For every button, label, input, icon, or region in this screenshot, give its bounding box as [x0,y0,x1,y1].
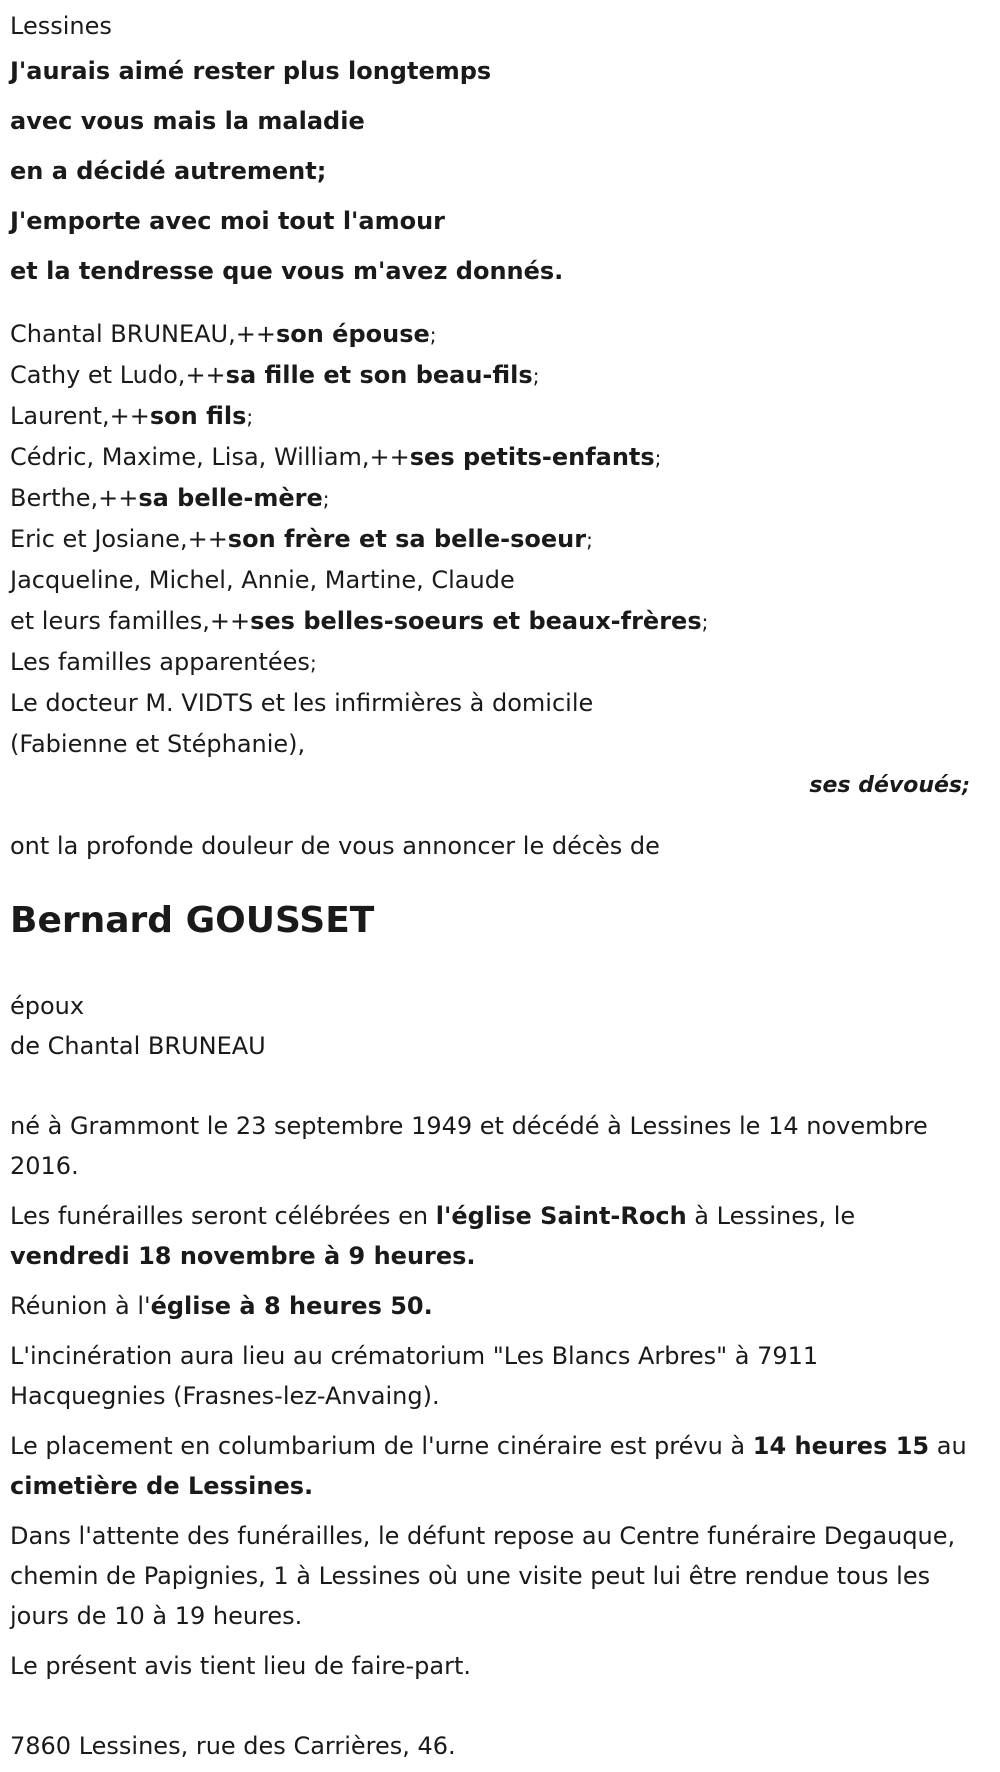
cremation-text: L'incinération aura lieu au crématorium "Les Blancs Arbres" à 7911 Hacquegnies (Frasnes-lez-Anvaing). [10,1342,819,1410]
family-line: Laurent,++son fils; [10,402,254,430]
family-line: Chantal BRUNEAU,++son épouse; [10,320,437,348]
family-line: Le docteur M. VIDTS et les infirmières à domicile [10,689,594,717]
announcement: ont la profonde douleur de vous annoncer le décès de [10,832,660,860]
meeting-text: Réunion à l'église à 8 heures 50. [10,1292,433,1320]
poem-line: en a décidé autrement; [10,157,327,185]
funeral-text: Les funérailles seront célébrées en l'église Saint-Roch à Lessines, le vendredi 18 novembre à 9 heures. [10,1202,856,1270]
family-line: Cathy et Ludo,++sa fille et son beau-fils; [10,361,540,389]
spouse-line: époux [10,992,85,1020]
columbarium-text: Le placement en columbarium de l'urne cinéraire est prévu à 14 heures 15 au cimetière de Lessines. [10,1432,967,1500]
family-line: (Fabienne et Stéphanie), [10,730,306,758]
poem [10,46,970,296]
devoted-label: ses dévoués; [809,773,970,798]
family-line: Berthe,++sa belle-mère; [10,484,330,512]
poem-line: J'emporte avec moi tout l'amour [10,207,446,235]
family-line: Les familles apparentées; [10,648,317,676]
rest-text: Dans l'attente des funérailles, le défunt repose au Centre funéraire Degauque, chemin de Papignies, 1 à Lessines où une visite peut lui être rendue tous les jours de 10 à 19 heures. [10,1522,956,1630]
notice-text: Le présent avis tient lieu de faire-part. [10,1652,472,1680]
family-list [10,314,970,806]
spouse-info [10,986,970,1066]
poem-line: et la tendresse que vous m'avez donnés. [10,257,564,285]
spouse-line: de Chantal BRUNEAU [10,1032,266,1060]
city-label: Lessines [10,12,112,40]
deceased-name: Bernard GOUSSET [10,900,375,941]
family-line: Eric et Josiane,++son frère et sa belle-soeur; [10,525,593,553]
family-line: et leurs familles,++ses belles-soeurs et beaux-frères; [10,607,709,635]
details [10,1106,970,1686]
poem-line: J'aurais aimé rester plus longtemps [10,57,492,85]
family-line: Cédric, Maxime, Lisa, William,++ses petits-enfants; [10,443,662,471]
poem-line: avec vous mais la maladie [10,107,365,135]
address: 7860 Lessines, rue des Carrières, 46. [10,1732,456,1760]
family-line: Jacqueline, Michel, Annie, Martine, Claude [10,566,515,594]
birth-death-text: né à Grammont le 23 septembre 1949 et décédé à Lessines le 14 novembre 2016. [10,1112,928,1180]
